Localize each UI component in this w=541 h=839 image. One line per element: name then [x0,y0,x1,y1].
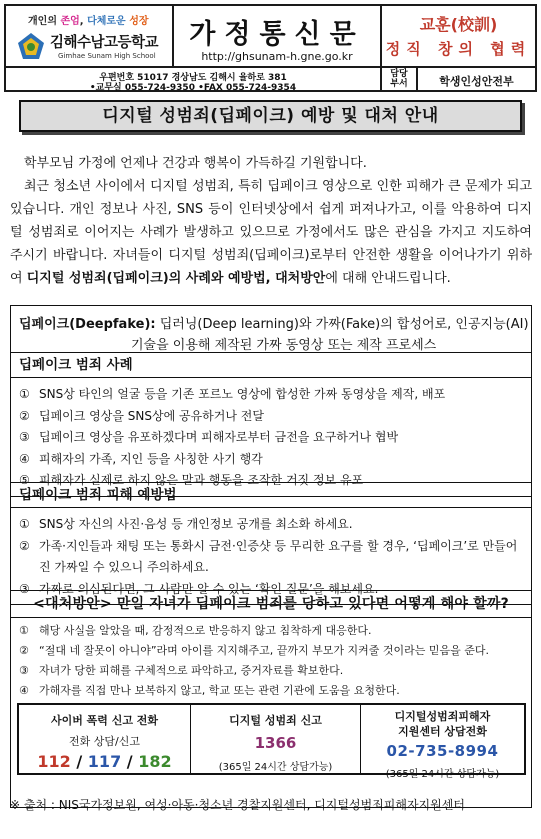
definition-line-2: 기술을 이용해 제작된 가짜 동영상 또는 제작 프로세스 [131,338,437,353]
title-cell [174,6,382,68]
cyber-report-numbers: 112 / 117 / 182 [37,752,172,771]
school-logo-icon [16,31,46,61]
list-item: ④ 피해자의 가족, 지인 등을 사칭한 사기 행각 [19,451,263,466]
cyber-violence-report-cell [19,705,191,773]
school-info-cell [6,6,174,68]
school-slogan: 개인의 존엄, 다체로운 성장 [28,16,149,27]
list-item: ② 가족·지인들과 채팅 또는 통화시 금전·인증샷 등 무리한 요구를 할 경우, ‘딥페이크’로 만들어진 가짜일 수 있으니 주의하세요. [19,538,518,574]
section-heading: 딥페이크 범죄 사례 [11,353,531,378]
notice-title-banner: 디지털 성범죄(딥페이크) 예방 및 대처 안내 [19,100,522,132]
definition-term: 딥페이크(Deepfake): [19,317,156,332]
digital-report-note: (365일 24시간 상담가능) [218,762,333,773]
digital-crime-report-cell [191,705,361,773]
manager-label-line1: 담당 [390,69,408,79]
body-paragraph: 최근 청소년 사이에서 디지털 성범죄, 특히 딥페이크 영상으로 인한 피해가 큰 문제가 되고 있습니다. 개인 정보나 사진, SNS 등이 인터넷상에서 쉽게 퍼져나가고, 이를 악용하여 디지털 성범죄로 이어지는 사례가 발생하고 있으므로 가정에서도 많은 관심을 가지고 지도하여 주시기 바랍니다. 자녀들이 디지털 성범죄(딥페이크)로부터 안전한 생활을 이어나가기 위하여 디지털 성범죄(딥페이크)의 사례와 예방법, 대처방안에 대해 안내드립니다. [10,179,532,286]
list-item: ① SNS상 자신의 사진·음성 등 개인정보 공개를 최소화 하세요. [19,517,353,531]
section-heading: 딥페이크 범죄 피해 예방법 [11,483,531,508]
report-contacts-table [17,703,526,780]
phone-117[interactable]: 117 [87,752,122,771]
list-item: ⑤ 피해자가 실제로 하지 않은 말과 행동을 조작한 거짓 정보 유포 [19,473,364,487]
phone-112[interactable]: 112 [37,752,71,771]
digital-report-label: 디지털 성범죄 신고 [229,714,322,727]
definition-line-1: 딥페이크(Deepfake): 딥러닝(Deep learning)와 가짜(Fake)의 합성어로, 인공지능(AI) [19,317,529,332]
section-heading: <대처방안> 만일 자녀가 딥페이크 범죄를 당하고 있다면 어떻게 해야 할까? [11,591,531,618]
newsletter-header [4,4,537,92]
list-item: ④ 가해자를 직접 만나 보복하지 않고, 학교 또는 관련 기관에 도움을 요청한다. [19,684,400,697]
school-name: 김해수남고등학교 [50,35,159,51]
list-item: ③ 딥페이크 영상을 유포하겠다며 피해자로부터 금전을 요구하거나 협박 [19,430,399,444]
greeting-paragraph: 학부모님 가정에 언제나 건강과 행복이 가득하길 기원합니다. [24,156,367,171]
school-url[interactable]: http://ghsunam-h.gne.go.kr [201,50,353,63]
victim-support-center-cell [361,705,524,780]
support-center-phone[interactable]: 02-735-8994 [386,742,499,760]
department-cell [418,68,535,90]
postal-address: 우편번호 51017 경상남도 김해시 율하로 381 [99,73,287,83]
cyber-report-sub: 전화 상담/신고 [69,735,140,748]
support-center-note: (365일 24시간 상담가능) [385,769,500,780]
phone-182[interactable]: 182 [138,752,172,771]
school-name-english: Gimhae Sunam High School [58,52,156,60]
list-item: ③ 자녀가 당한 피해를 구체적으로 파악하고, 증거자료를 확보한다. [19,664,344,677]
manager-label-line2: 부서 [390,79,408,89]
prevention-section [10,482,532,605]
phone-1366[interactable]: 1366 [254,734,297,752]
support-center-label: 디지털성범죄피해자 지원센터 상담전화 [394,710,491,738]
list-item: ② “절대 네 잘못이 아니야”라며 아이를 지지해주고, 끝까지 부모가 지켜줄 것이라는 믿음을 준다. [19,644,490,657]
contact-phones: •교무실 055-724-9350 •FAX 055-724-9354 [89,83,297,93]
department-name: 학생인성안전부 [439,75,514,88]
motto-values: 정직 창의 협력 [385,40,532,58]
motto-title: 교훈(校訓) [419,15,498,34]
list-item: ② 딥페이크 영상을 SNS상에 공유하거나 전달 [19,408,264,423]
newsletter-title: 가정통신문 [189,19,365,50]
crime-cases-list [11,378,531,496]
list-item: ③ 가짜로 의심된다면, 그 사람만 알 수 있는 ‘확인 질문’을 해보세요. [19,581,379,596]
school-motto-cell [382,6,535,68]
list-item: ① SNS상 타인의 얼굴 등을 기존 포르노 영상에 합성한 가짜 동영상을 제작, 배포 [19,387,446,401]
source-note: ※ 출처 : NIS국가정보원, 여성·아동·청소년 경찰지원센터, 디지털성범죄피해자지원센터 [10,798,465,812]
list-item: ① 해당 사실을 알았을 때, 감정적으로 반응하지 않고 침착하게 대응한다. [19,624,372,637]
manager-label-cell [382,68,418,90]
crime-cases-section [10,352,532,497]
intro-text [10,152,532,290]
definition-box [10,305,532,353]
cyber-report-label: 사이버 폭력 신고 전화 [50,714,159,727]
address-cell [6,68,382,93]
